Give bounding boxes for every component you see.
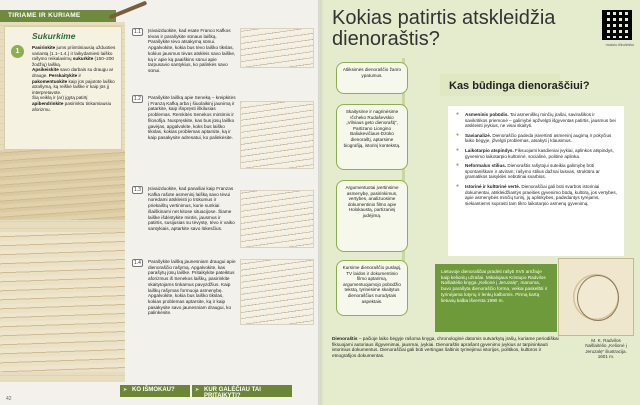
instruction-number: 1.2	[134, 96, 141, 102]
what-learned-button[interactable]: ➤ KO IŠMOKAU?	[120, 385, 190, 397]
instruction-item	[132, 95, 316, 179]
task-title: Sukurkime	[32, 31, 76, 41]
task-card	[4, 26, 122, 150]
info-item: ● Istorinė ir kultūrinė vertė. Dienoraščiai gali būti svarbūs istoriniai dokumentai, atskleidžiantys praeities gyvenimo būdą, kultūrą, jos vertybes, apie asmenybės minčių turinį, jų aplinkybes, padedantys tyrėjams, siekiantiems suprasti tam tikro laikotarpio asmenų gyvenimą.	[455, 184, 617, 206]
instruction-item	[132, 186, 316, 252]
where-apply-button[interactable]: ➤ KUR GALĖČIAU TAI PRITAIKYTI?	[192, 385, 292, 397]
handwritten-letter-image	[240, 190, 314, 248]
instruction-item	[132, 259, 316, 329]
handwritten-letter-image	[240, 101, 314, 169]
page-number: 42	[6, 396, 12, 402]
handwritten-letter-image	[240, 259, 314, 325]
qr-label: mokslo.lt/ko/ieško	[605, 43, 634, 47]
instructions-column	[132, 28, 316, 336]
image-caption: M. K. Radvilos Našlaitėlio „Kelionė į Jeruzalę“ iliustracija. 1601 m.	[585, 338, 627, 360]
instruction-number: 1.3	[134, 187, 141, 193]
instruction-text: Įsivaizduokite, kad panašiai kaip Franzas Kafka rašote asmeninį laišką savo tėvui norėdami atskleisti jo trūkumus ir priekaištų vertinimus, kurie sunkiai išaiškinami net kitose situacijose. Šiame laiške išdėstykite mintis, jausmus ir patirtis, susijusias su tėvystę, tėvo ir vaiko santykiais, aptarkite savo lūkesčius.	[148, 186, 235, 231]
info-title: Kas būdinga dienoraščiui?	[449, 80, 590, 92]
info-item: ● Laikotarpio atspindys. Fiksuojami kasdieniai įvykiai, aplinkos atspindys, gyvenimo laikotarpio kultūrinė, socialinė, politinė aplinka.	[455, 148, 617, 159]
qr-code-icon[interactable]	[602, 10, 632, 40]
instruction-text: Įsivaizduokite, kad esate Franco Kafkos tėvas ir parašykite sūnaus laišką. Parašykite tėvo atsakymą sūnui. Apgalvokite, kokia bus tėvo laiško tikslas, kokius jausmus tėvas atskleis savo laiške, ką ir apie ką paaiškins sūnui apie tarpusavio santykius, ko palinkės savo sūnui.	[148, 28, 236, 73]
instruction-number: 1.1	[134, 29, 141, 35]
handwritten-letter-image	[240, 28, 314, 68]
task-text: Pasirinkite jums priimtiniausią užduoties variantą (1.1–1.4.) ir laikydamiesi laiško rašymo reikalavimų sukurkite (150–200 žodžių) laišką. Apsikeiskite savo darbais su draugu ar drauge. Perskaitykite ir pakomentuokite kaip jūs pajutote laiško atrašymą, ką reiškė laiške ir kaip jūs jį interpretavote. Šią veiklą ir (ar) įgytą patirtį apibendrinkite pasirinktu tinkamiausiu aforizmu.	[32, 45, 116, 112]
book-illustration-image	[558, 258, 634, 336]
instruction-number: 1.4	[134, 260, 141, 266]
instruction-text: Parašykite laišką apie Seneką – kreipkitės į Franzą Kafką arba į šiuolaikinį jaunimą ir patarkite, kaip išspręsti iškilusias problemas. Remkitės Senekos mintimis ir filosofija. Nuspręskite, kas bus jūsų laiško gavėjas, apgalvokite, koks bus laiško tikslas, kokias problemas aptarsite, ką ir kaip pasakysite adresatui, ko palinkėsite.	[148, 95, 236, 140]
info-item: ● Asmeninis pobūdis. Tai asmeniškų minčių įrašai, savirašikos ir savikritikos priemonė – galimybė apžvelgti išgyventas patirtis, jausmus bei atskleisti įvykius, ne visai skaityti.	[455, 112, 617, 129]
instruction-text: Parašykite laišką jaunesniam draugui apie dienoraščio rašymą. Apgalvokite, kas parašytų jūsų laiške. Pritaikykite pateiktus aforizmus iš Senekos laiškų, pasirinkite skaitytojams tinkamus pavyzdžius. Kaip laiškų rašymas formuoja asmenybę. Apgalvokite, kokia bus laiško tikslas, kokias problemas aptarsite, ką ir kaip pasakysite savo jaunesniam draugui, ko palinkėsite.	[148, 259, 236, 316]
info-item: ● Neformalus stilius. Dienoraštis rašytojui suteikia galimybę būti spontaniškam ir atviram; rašymo stilius dažnai laisvas, struktūra ar gramatikos taisyklės nebūtinai svarbios.	[455, 163, 617, 180]
spine-shadow	[318, 0, 324, 405]
info-box	[448, 106, 624, 256]
info-item: ● Savianalizė. Dienoraščio padeda įsivertinti asmeninį augimą ir pokyčius laiko bėgyje, įžvelgti problemas, atsakyti į klausimus.	[455, 133, 617, 144]
reflection-bar	[0, 383, 320, 405]
timeline-item: Argumentuotai įvertinsime asmenybę, pasirinkimus, vertybes, analizuosime dokumentinio filmo apie Holokaustą, partizaninį judėjimą.	[336, 180, 408, 252]
page-title: Kokias patirtis atskleidžia dienoraštis?	[332, 7, 556, 50]
section-tab-header: TIRIAME IR KURIAME	[0, 10, 116, 22]
letter-photo	[0, 232, 125, 372]
history-callout: Lietuvoje dienoraščiai pradėti rašyti XVII amžiuje kaip kelionių užrašai. Mikalojaus Kristupo Radvilos Našlaitėlio knyga „Kelionė į Jeruzalę“, manoma, buvo parašyta dienoraščio forma, veikai paskelbti ir tyrinėjama lotynų ir lenkų kalbomis. Pirmą kartą lietuvių kalba išversta 1990 m.	[435, 264, 557, 332]
definition-text: Dienoraštis – pačioje laiko bėgyje rašoma knyga, chronologinė datomis sutvarkytų įrašų, kuriame periodiškai fiksuojami autoriaus išgyvenimai, jausmai, įvykiai. Dienoraštis aprašant gyvenimo įvykius ar tarpininkauti istorinius dokumentus. Dienoraščiai gali būti vertingas šaltinis tyrinėjimui istorijos, politikos, kultūros ir etnografijos dokumentas.	[332, 336, 559, 359]
right-page	[320, 0, 640, 405]
timeline-item: Atliksimės dienoraščio žanro ypatumus.	[336, 62, 408, 94]
timeline-item: Kursime dienoraščio puslapį, TV laidos ir dokumentinio filmo aptarimą, argumentuojamojo pobūdžio tekstą, tyrinėsime skaitytus dienoraščius nurodytais aspektais.	[336, 260, 408, 316]
task-number-badge: 1	[11, 45, 24, 58]
timeline-item: Skaitysime ir nagrinėsime Ičcheko Rudaševskio „Vilniaus geto dienoraštį“, Partizano Liongino Baliukevičiaus-Dzūko dienoraštį, aptarsime biografiją, istorinį kontekstą.	[336, 104, 408, 170]
manuscript-photo	[0, 150, 125, 220]
instruction-item	[132, 28, 316, 88]
